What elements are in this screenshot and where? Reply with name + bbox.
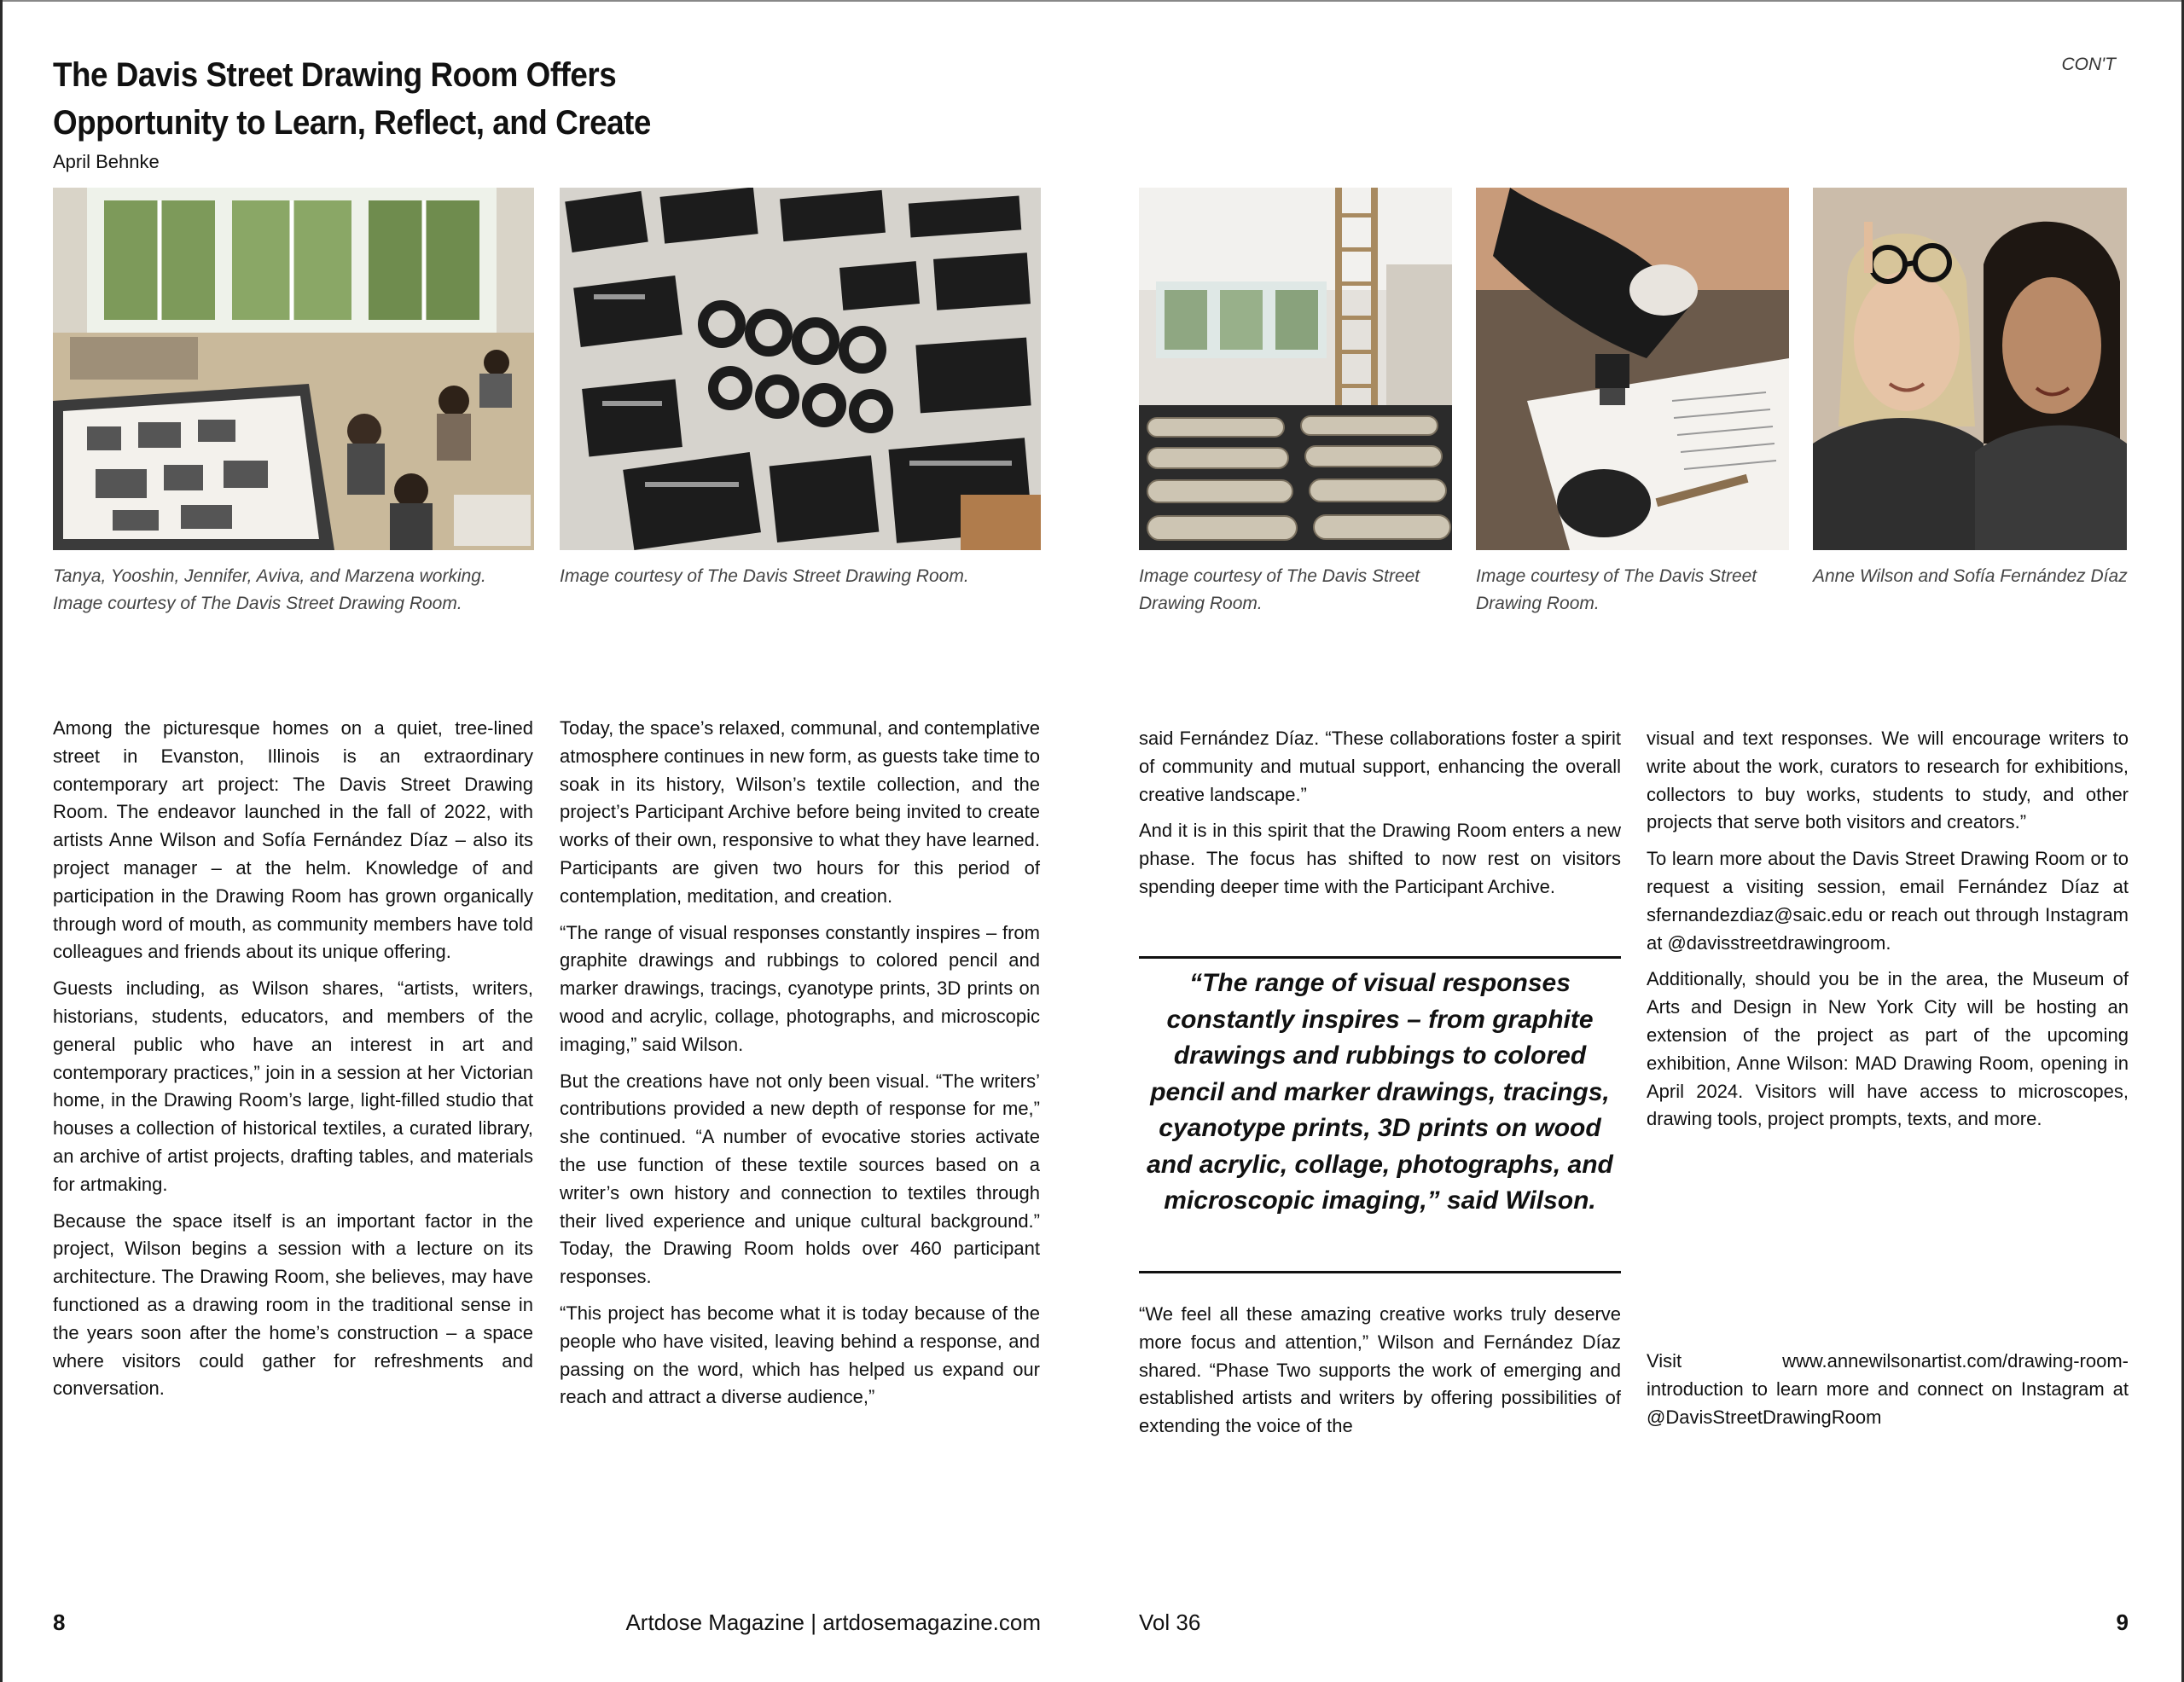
paragraph: visual and text responses. We will encourage writers to write about the work, curators to research for exhibitions, collectors to buy works, students to study, and other projects that serve both visitors and creators.”: [1647, 728, 2129, 833]
photo-magnifier: [1476, 188, 1789, 550]
photo-wilson-fernandez: [1813, 188, 2127, 550]
paragraph: “The range of visual responses constantly inspires – from graphite drawings and rubbings to colored pencil and marker drawings, tracings, cyanotype prints, 3D prints on wood and acrylic, collage, photographs, and microscopic imaging,” said Wilson.: [560, 921, 1040, 1055]
paragraph: Among the picturesque homes on a quiet, tree-lined street in Evanston, Illinois is an extraordinary contemporary art project: The Davis Street Drawing Room. The endeavor launched in the fall of 2022, with artists Anne Wilson and Sofía Fernández Díaz – also its project manager – at the helm. Knowledge of and participation in the Drawing Room has grown organically through word of mouth, as community members have told colleagues and friends about its unique offering.: [53, 717, 533, 963]
paragraph: “We feel all these amazing creative works truly deserve more focus and attention,” Wilson and Fernández Díaz shared. “Phase Two supports the work of emerging and established artists and writers by offering possibilities of extending the voice of the: [1139, 1303, 1621, 1437]
text-column-4: [1647, 725, 2129, 1142]
article-author: April Behnke: [53, 151, 160, 172]
pullquote-bottom-rule: [1139, 1271, 1621, 1273]
photo-textile-archive: [560, 188, 1041, 550]
right-page-number: 9: [2116, 1610, 2129, 1635]
paragraph: Because the space itself is an important factor in the project, Wilson begins a session with a lecture on its architecture. The Drawing Room, she believes, may have functioned as a drawing room in the traditional sense in the years soon after the home’s construction – a space where visitors could gather for refreshments and conversation.: [53, 1209, 533, 1400]
photo-room-ladder: [1139, 188, 1452, 550]
text-column-3-bottom: [1139, 1301, 1621, 1449]
paragraph: To learn more about the Davis Street Drawing Room or to request a visiting session, email Fernández Díaz at sfernandezdiaz@saic.edu or reach out through Instagram at @davisstreetdrawingroom.: [1647, 848, 2129, 954]
paragraph: But the creations have not only been visual. “The writers’ contributions provided a new depth of response for me,” she continued. “A number of evocative stories activate the use function of these textile sources based on a writer’s own history and connection to textiles through their lived experience and unique cultural background.” Today, the Drawing Room holds over 460 participant responses.: [560, 1070, 1040, 1288]
paragraph: Additionally, should you be in the area, the Museum of Arts and Design in New York City will be hosting an extension of the project as part of the upcoming exhibition, Anne Wilson: MAD Drawing Room, opening in April 2024. Visitors will have access to microscopes, drawing tools, project prompts, texts, and more.: [1647, 968, 2129, 1130]
photo-studio-working: [53, 188, 534, 550]
publication-footer: Artdose Magazine | artdosemagazine.com: [625, 1610, 1041, 1635]
caption-photo-4: Image courtesy of The Davis Street Drawing Room.: [1476, 566, 1757, 613]
left-page-number: 8: [53, 1610, 66, 1635]
visit-paragraph: Visit www.annewilsonartist.com/drawing-room-introduction to learn more and connect on Instagram at @DavisStreetDrawingRoom: [1647, 1350, 2129, 1428]
text-column-3-top: [1139, 725, 1621, 910]
paragraph: “This project has become what it is today because of the people who have visited, leaving behind a response, and passing on the word, which has helped us expand our reach and attract a diverse audience,”: [560, 1302, 1040, 1408]
text-column-1: [53, 715, 533, 1412]
paragraph: Guests including, as Wilson shares, “artists, writers, historians, students, educators, and members of the general public who have an interest in art and contemporary practices,” join in a session at her Victorian home, in the Drawing Room’s large, light-filled studio that houses a collection of historical textiles, a curated library, an archive of artist projects, drafting tables, and materials for artmaking.: [53, 977, 533, 1195]
caption-photo-5: Anne Wilson and Sofía Fernández Díaz: [1813, 566, 2128, 586]
continued-label: CON'T: [2061, 55, 2116, 74]
top-border: [0, 0, 2184, 2]
paragraph: And it is in this spirit that the Drawing Room enters a new phase. The focus has shifted to now rest on visitors spending deeper time with the Participant Archive.: [1139, 820, 1621, 897]
paragraph: said Fernández Díaz. “These collaborations foster a spirit of community and mutual support, enhancing the overall creative landscape.”: [1139, 728, 1621, 805]
text-column-2: [560, 715, 1040, 1420]
pullquote: “The range of visual responses constantly inspires – from graphite drawings and rubbings to colored pencil and marker drawings, tracings, cyanotype prints, 3D prints on wood and acrylic, collage, photographs, and microscopic imaging,” said Wilson.: [1147, 969, 1613, 1215]
caption-photo-1: Tanya, Yooshin, Jennifer, Aviva, and Marzena working. Image courtesy of The Davis Street Drawing Room.: [53, 566, 486, 613]
paragraph: Today, the space’s relaxed, communal, and contemplative atmosphere continues in new form, as guests take time to soak in its history, Wilson’s textile collection, and the project’s Participant Archive before being invited to create works of their own, responsive to what they have learned. Participants are given two hours for this period of contemplation, meditation, and creation.: [560, 717, 1040, 907]
text-column-4-bottom: [1647, 1348, 2129, 1440]
volume-footer: Vol 36: [1139, 1610, 1201, 1635]
caption-photo-3: Image courtesy of The Davis Street Drawing Room.: [1139, 566, 1420, 613]
pullquote-top-rule: [1139, 956, 1621, 959]
left-page-edge: [0, 0, 3, 1682]
article-title: The Davis Street Drawing Room Offers Opportunity to Learn, Reflect, and Create: [53, 56, 651, 142]
caption-photo-2: Image courtesy of The Davis Street Drawing Room.: [560, 566, 969, 586]
